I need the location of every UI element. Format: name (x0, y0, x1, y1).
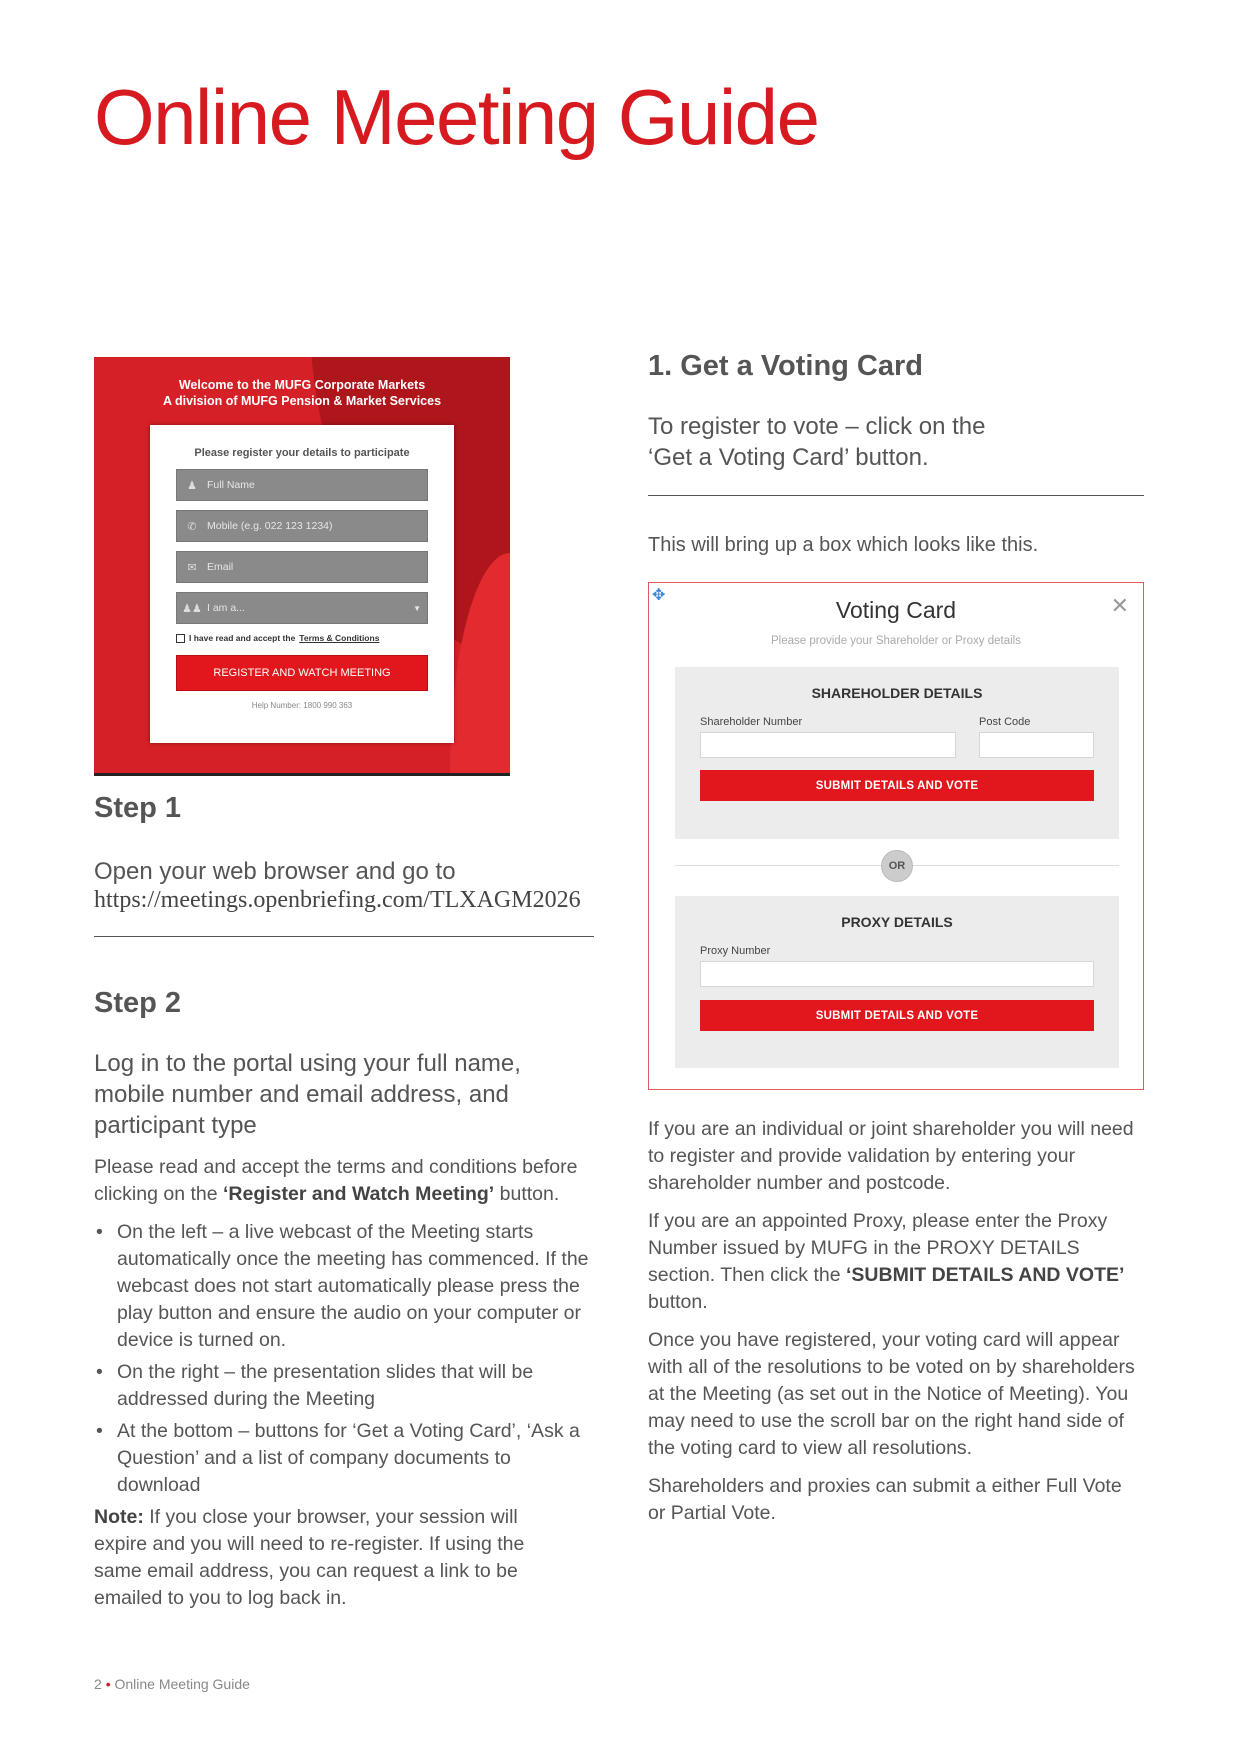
welcome-line: A division of MUFG Pension & Market Services (162, 394, 442, 408)
envelope-icon: ✉ (187, 561, 197, 574)
chevron-down-icon: ▼ (413, 603, 421, 613)
voting-section (648, 350, 1148, 559)
mobile-placeholder: Mobile (e.g. 022 123 1234) (207, 520, 333, 532)
voting-para-3: Once you have registered, your voting card will appear with all of the resolutions to be voted on by shareholders at the Meeting (as set out in the Notice of Meeting). You may need to use the scroll bar on the right hand side of the voting card to view all resolutions. (648, 1329, 1135, 1459)
email-placeholder: Email (207, 561, 234, 573)
registration-panel-title: Please register your details to participate (194, 447, 410, 459)
email-input[interactable] (176, 551, 428, 583)
move-icon[interactable]: ✥ (652, 587, 666, 604)
welcome-line: Welcome to the MUFG Corporate Markets (178, 378, 426, 392)
users-icon: ♟♟ (182, 602, 202, 615)
step2-paragraph-bold: ‘Register and Watch Meeting’ (223, 1183, 495, 1205)
step2-heading: Step 2 (94, 987, 182, 1019)
proxy-number-input[interactable] (700, 961, 1094, 987)
step1-heading: Step 1 (94, 792, 182, 824)
voting-para-2-prefix: If you are an appointed Proxy, please enter the Proxy Number issued by MUFG in the PROXY DETAILS section. Then click the (648, 1210, 1108, 1286)
voting-para-2-suffix: button. (648, 1291, 708, 1313)
step2-lead: Log in to the portal using your full name, mobile number and email address, and participant type (94, 1050, 521, 1139)
voting-explanation (648, 1116, 1148, 1527)
step2-paragraph-suffix: button. (494, 1183, 560, 1205)
terms-row (176, 633, 428, 643)
voting-para-2-bold: ‘SUBMIT DETAILS AND VOTE’ (846, 1264, 1125, 1286)
meeting-url[interactable]: https://meetings.openbriefing.com/TLXAGM2026 (94, 887, 581, 913)
step1-section (94, 792, 594, 937)
registration-panel (150, 425, 454, 743)
voting-para-1: If you are an individual or joint shareholder you will need to register and provide validation by entering your shareholder number and postcode. (648, 1118, 1134, 1194)
footer-separator: • (105, 1676, 111, 1692)
page-number: 2 (94, 1676, 102, 1692)
box-intro: This will bring up a box which looks like this. (648, 534, 1039, 556)
post-code-label: Post Code (979, 716, 1031, 728)
step2-paragraph (94, 1154, 589, 1208)
or-badge: OR (881, 850, 913, 882)
note-paragraph (94, 1504, 564, 1612)
mobile-input[interactable] (176, 510, 428, 542)
voting-card-subtitle: Please provide your Shareholder or Proxy details (771, 635, 1021, 647)
terms-checkbox[interactable] (176, 634, 185, 643)
full-name-placeholder: Full Name (207, 479, 255, 491)
note-text: If you close your browser, your session will expire and you will need to re-register. If using the same email address, you can request a link to be emailed to you to log back in. (94, 1506, 525, 1609)
list-item: • At the bottom – buttons for ‘Get a Voting Card’, ‘Ask a Question’ and a list of company documents to download (94, 1418, 594, 1499)
feature-list (94, 1219, 594, 1499)
page-title: Online Meeting Guide (94, 73, 819, 161)
participant-placeholder: I am a... (207, 602, 245, 614)
post-code-input[interactable] (979, 732, 1094, 758)
registration-screenshot (94, 357, 510, 776)
proxy-number-label: Proxy Number (700, 945, 771, 957)
step2-paragraph-prefix: Please read and accept the terms and conditions before clicking on the (94, 1156, 578, 1205)
step1-text: Open your web browser and go to (94, 858, 456, 885)
close-icon[interactable]: ✕ (1110, 593, 1129, 618)
user-icon: ♟ (187, 479, 197, 492)
voting-para-4: Shareholders and proxies can submit a either Full Vote or Partial Vote. (648, 1475, 1122, 1524)
divider (94, 936, 594, 937)
voting-heading: 1. Get a Voting Card (648, 350, 924, 382)
phone-icon: ✆ (187, 520, 197, 533)
submit-details-button[interactable]: SUBMIT DETAILS AND VOTE (700, 770, 1094, 801)
shareholder-details-section (675, 667, 1119, 839)
footer-label: Online Meeting Guide (114, 1676, 250, 1692)
voting-para-2 (648, 1208, 1148, 1316)
proxy-heading: PROXY DETAILS (841, 914, 953, 930)
help-number: Help Number: 1800 990 363 (251, 701, 353, 710)
register-button[interactable]: REGISTER AND WATCH MEETING (176, 655, 428, 691)
voting-card (648, 582, 1144, 1090)
voting-intro: To register to vote – click on the ‘Get a Voting Card’ button. (648, 413, 986, 471)
terms-link[interactable]: Terms & Conditions (299, 633, 380, 643)
voting-card-title: Voting Card (835, 597, 957, 623)
note-label: Note: (94, 1506, 144, 1528)
list-item: • On the left – a live webcast of the Meeting starts automatically once the meeting has commenced. If the webcast does not start automatically please press the play button and ensure the audio on your computer or device is turned on. (94, 1219, 594, 1354)
proxy-details-section (675, 896, 1119, 1068)
list-item: • On the right – the presentation slides that will be addressed during the Meeting (94, 1359, 594, 1413)
shareholder-number-label: Shareholder Number (700, 716, 803, 728)
shareholder-heading: SHAREHOLDER DETAILS (811, 685, 983, 701)
page-footer (94, 1676, 250, 1692)
full-name-input[interactable] (176, 469, 428, 501)
shareholder-number-input[interactable] (700, 732, 956, 758)
proxy-submit-button[interactable]: SUBMIT DETAILS AND VOTE (700, 1000, 1094, 1031)
terms-label: I have read and accept the (189, 633, 296, 643)
participant-type-select[interactable] (176, 592, 428, 624)
welcome-banner (94, 377, 510, 409)
step2-section (94, 987, 594, 1612)
